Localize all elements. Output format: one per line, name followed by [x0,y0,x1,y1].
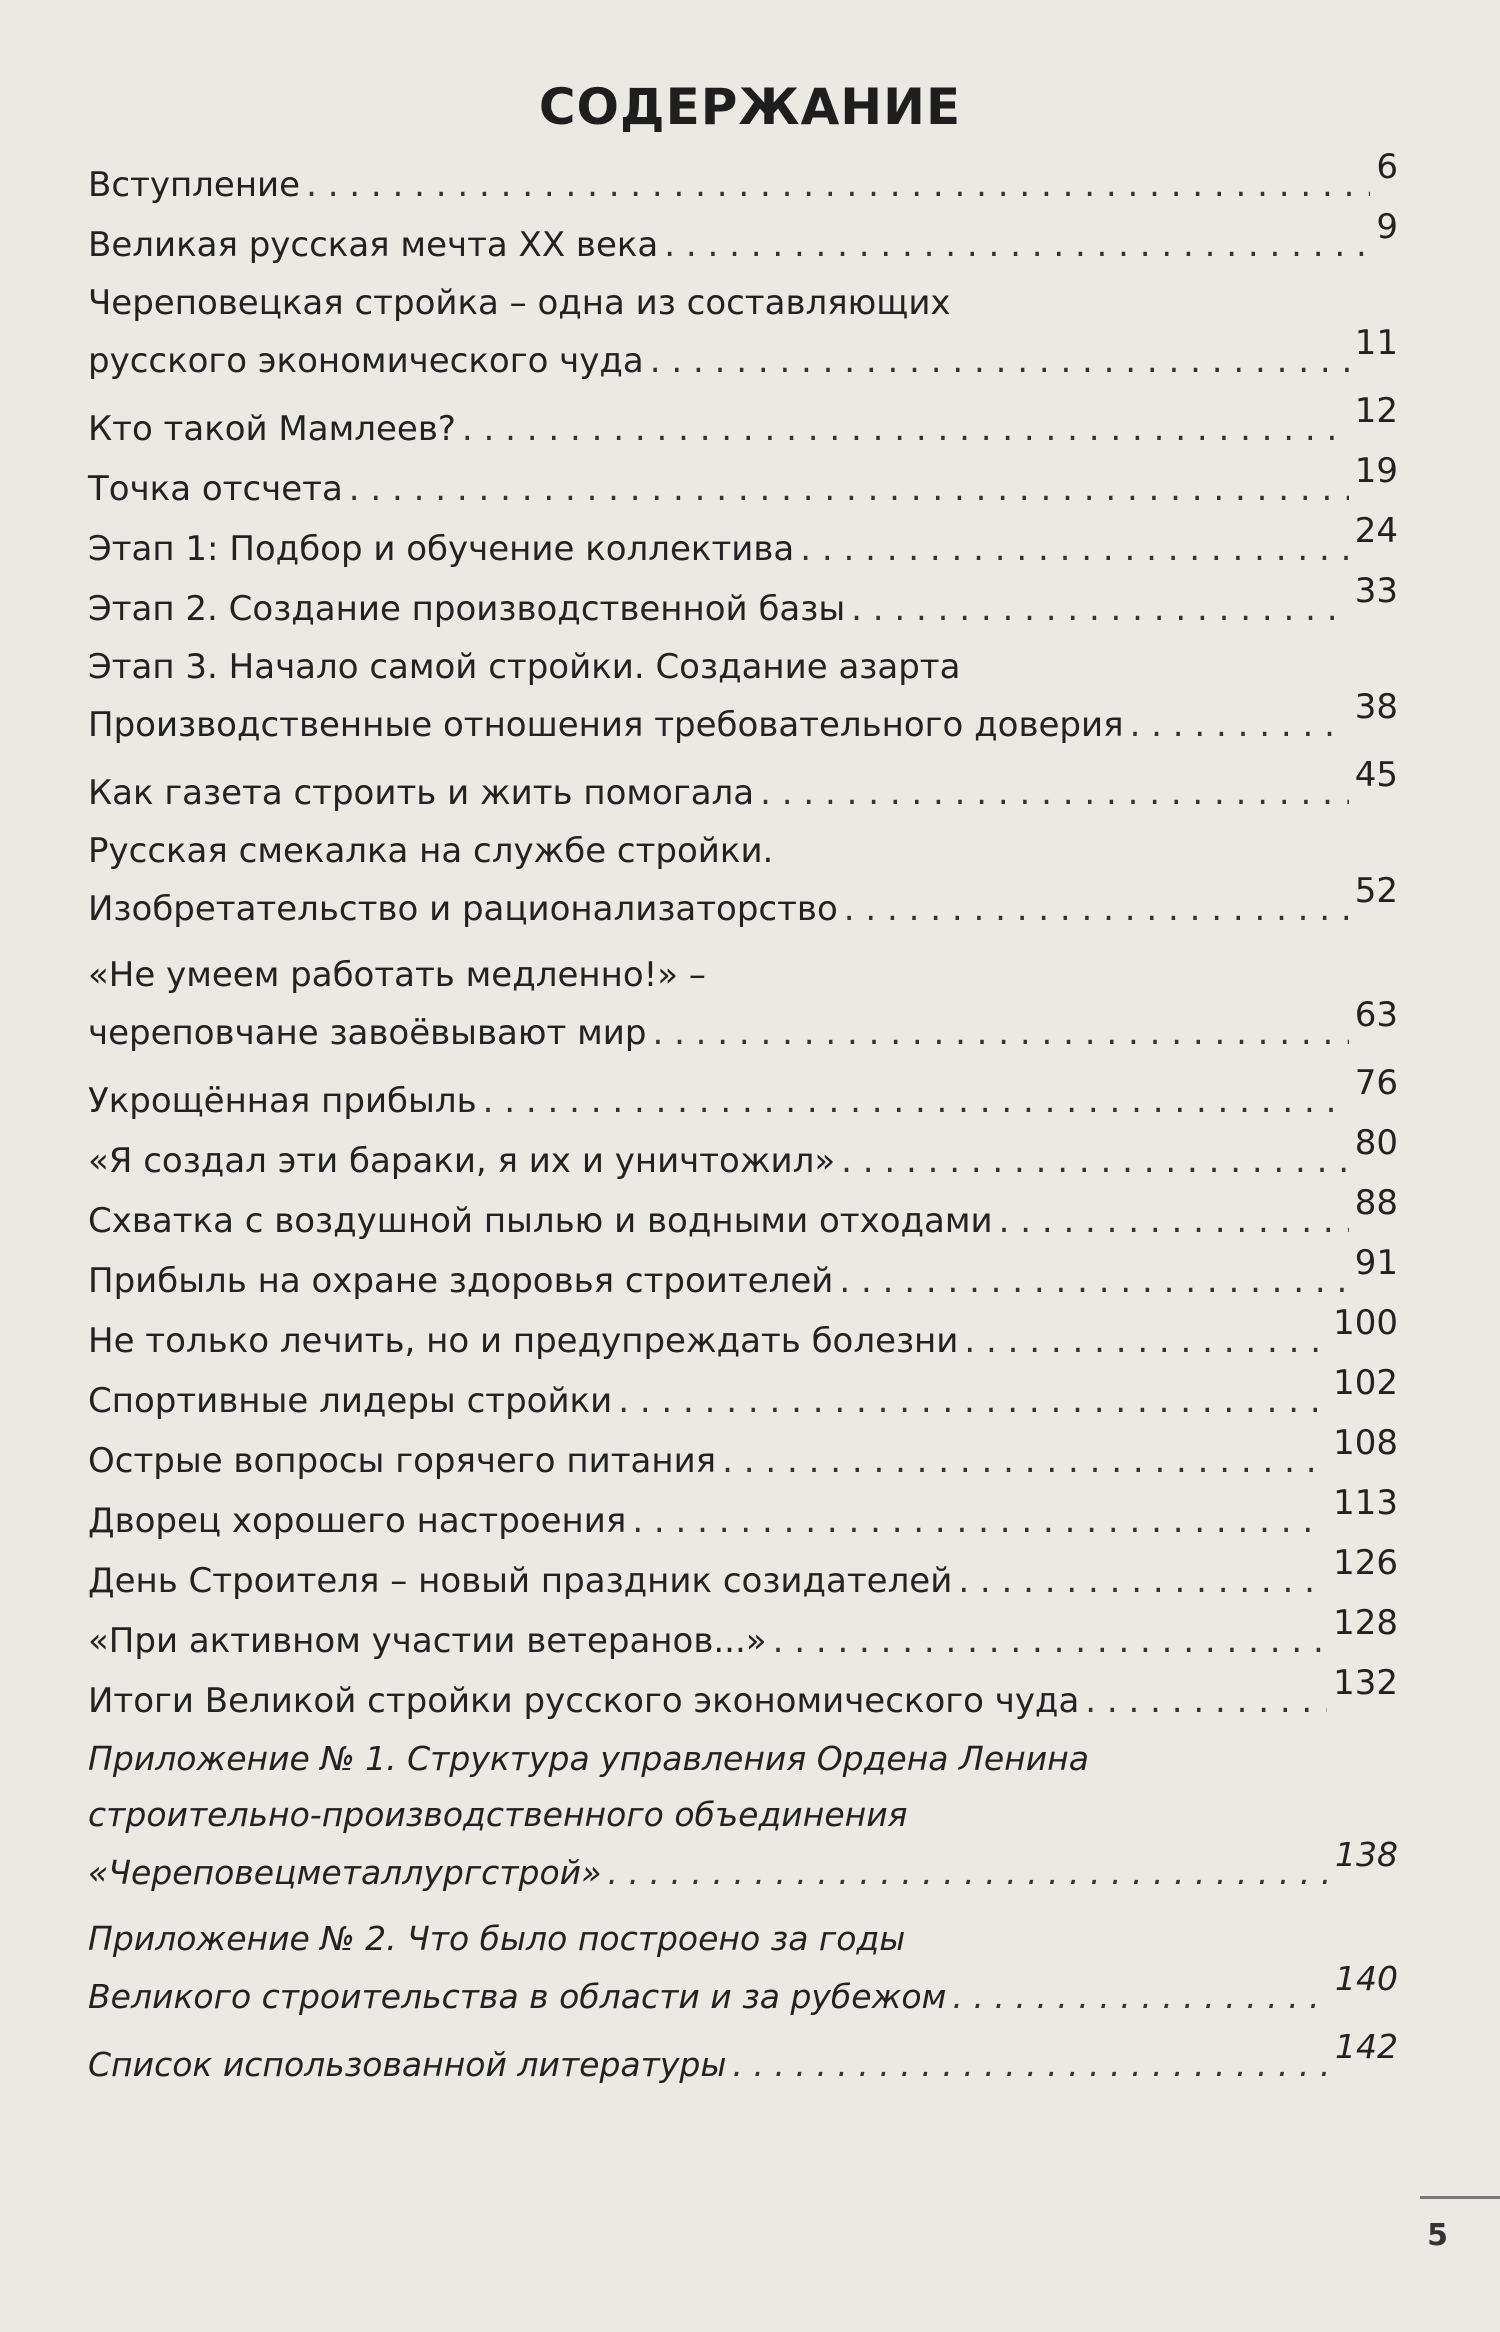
dot-leader [462,399,1349,459]
toc-entry [88,391,1398,459]
toc-page-number: 138 [1335,1835,1398,1874]
toc-page-number: 108 [1333,1423,1398,1463]
dot-leader [964,1311,1327,1371]
toc-entry-title: День Строителя – новый праздник созидателей [88,1561,953,1601]
dot-leader [349,459,1349,519]
toc-page-number: 63 [1354,995,1398,1035]
dot-leader [722,1431,1327,1491]
toc-entry-title: Кто такой Мамлеев? [88,409,456,449]
toc-entry [88,451,1398,519]
toc-appendix-entry [88,1731,1398,1903]
toc-entry-title: Острые вопросы горячего питания [88,1441,717,1481]
toc-page-number: 80 [1354,1123,1398,1163]
toc-page-number: 140 [1335,1959,1398,1998]
footer-rule [1420,2196,1500,2199]
toc-entry [88,1543,1398,1611]
dot-leader [632,1491,1327,1551]
toc-entry-title: Великая русская мечта XX века [88,225,659,265]
dot-leader [618,1371,1327,1431]
dot-leader [607,1843,1329,1903]
toc-appendix-entry [88,2027,1398,2095]
toc-entry-line: Череповецкая стройка – одна из составляющих [88,283,951,323]
toc-entry-title: череповчане завоёвывают мир [88,1013,647,1053]
dot-leader [652,1003,1348,1063]
toc-entry [88,639,1398,755]
toc-entry-line: «Не умеем работать медленно!» – [88,955,706,995]
toc-page-number: 113 [1333,1483,1398,1523]
dot-leader [664,215,1370,275]
toc-entry-title: «Я создал эти бараки, я их и уничтожил» [88,1141,836,1181]
toc-entry [88,1603,1398,1671]
toc-entry [88,207,1398,275]
dot-leader [732,2035,1329,2095]
toc-entry-title: русского экономического чуда [88,341,644,381]
toc-page-number: 19 [1354,451,1398,491]
toc-entry-title: Схватка с воздушной пылью и водными отходами [88,1201,993,1241]
dot-leader [839,1251,1348,1311]
dot-leader [483,1071,1349,1131]
toc-appendix-entry [88,1911,1398,2027]
toc-page-number: 9 [1376,207,1398,247]
toc-page-number: 88 [1354,1183,1398,1223]
dot-leader [773,1611,1328,1671]
toc-entry-title: «Череповецметаллургстрой» [88,1853,602,1892]
toc-page-number: 24 [1354,511,1398,551]
toc-entry-line: строительно-производственного объединения [88,1795,908,1834]
toc-entry-title: Точка отсчета [88,469,343,509]
table-of-contents [88,147,1398,2095]
dot-leader [800,519,1349,579]
toc-page-number: 126 [1333,1543,1398,1583]
toc-entry-title: Список использованной литературы [88,2045,727,2084]
toc-page-number: 52 [1354,871,1398,911]
toc-entry-title: Вступление [88,165,301,205]
toc-page-number: 12 [1354,391,1398,431]
toc-page-number: 11 [1354,323,1398,363]
toc-entry-line: Русская смекалка на службе стройки. [88,831,774,871]
toc-entry-title: Этап 2. Создание производственной базы [88,589,846,629]
toc-page-number: 128 [1333,1603,1398,1643]
toc-entry [88,1123,1398,1191]
toc-entry-line: Приложение № 2. Что было построено за годы [88,1919,906,1958]
toc-page-number: 91 [1354,1243,1398,1283]
toc-entry-line: Этап 3. Начало самой стройки. Создание азарта [88,647,961,687]
toc-entry-title: Спортивные лидеры стройки [88,1381,613,1421]
dot-leader [952,1967,1329,2027]
dot-leader [650,331,1349,391]
toc-entry-title: «При активном участии ветеранов...» [88,1621,767,1661]
toc-entry [88,1243,1398,1311]
toc-entry [88,147,1398,215]
toc-entry-title: Великого строительства в области и за рубежом [88,1977,947,2016]
toc-entry [88,571,1398,639]
toc-entry-title: Не только лечить, но и предупреждать болезни [88,1321,959,1361]
toc-entry [88,1063,1398,1131]
page-title: СОДЕРЖАНИЕ [538,78,962,136]
dot-leader [760,763,1349,823]
toc-page-number: 33 [1354,571,1398,611]
toc-entry [88,1423,1398,1491]
dot-leader [844,879,1349,939]
dot-leader [999,1191,1349,1251]
toc-page-number: 102 [1333,1363,1398,1403]
page-number: 5 [1427,2218,1448,2253]
toc-entry [88,1183,1398,1251]
toc-page-number: 76 [1354,1063,1398,1103]
dot-leader [306,155,1370,215]
dot-leader [841,1131,1349,1191]
toc-entry-title: Производственные отношения требовательного доверия [88,705,1124,745]
toc-entry [88,511,1398,579]
toc-entry-title: Укрощённая прибыль [88,1081,477,1121]
toc-page-number: 6 [1376,147,1398,187]
toc-entry-title: Прибыль на охране здоровья строителей [88,1261,834,1301]
toc-entry-title: Как газета строить и жить помогала [88,773,755,813]
toc-entry-title: Изобретательство и рационализаторство [88,889,838,929]
dot-leader [851,579,1349,639]
toc-entry [88,1483,1398,1551]
toc-page-number: 100 [1333,1303,1398,1343]
dot-leader [1130,695,1349,755]
toc-page-number: 45 [1354,755,1398,795]
toc-entry-line: Приложение № 1. Структура управления Ордена Ленина [88,1739,1089,1778]
toc-page-number: 38 [1354,687,1398,727]
toc-entry-title: Этап 1: Подбор и обучение коллектива [88,529,795,569]
toc-entry [88,755,1398,823]
toc-page-number: 132 [1333,1663,1398,1703]
toc-entry-title: Дворец хорошего настроения [88,1501,627,1541]
dot-leader [1085,1671,1327,1731]
toc-entry [88,823,1398,939]
toc-entry [88,275,1398,391]
toc-entry [88,947,1398,1063]
toc-entry [88,1663,1398,1731]
toc-page-number: 142 [1335,2027,1398,2066]
toc-entry [88,1303,1398,1371]
toc-entry [88,1363,1398,1431]
toc-entry-title: Итоги Великой стройки русского экономического чуда [88,1681,1080,1721]
dot-leader [958,1551,1327,1611]
